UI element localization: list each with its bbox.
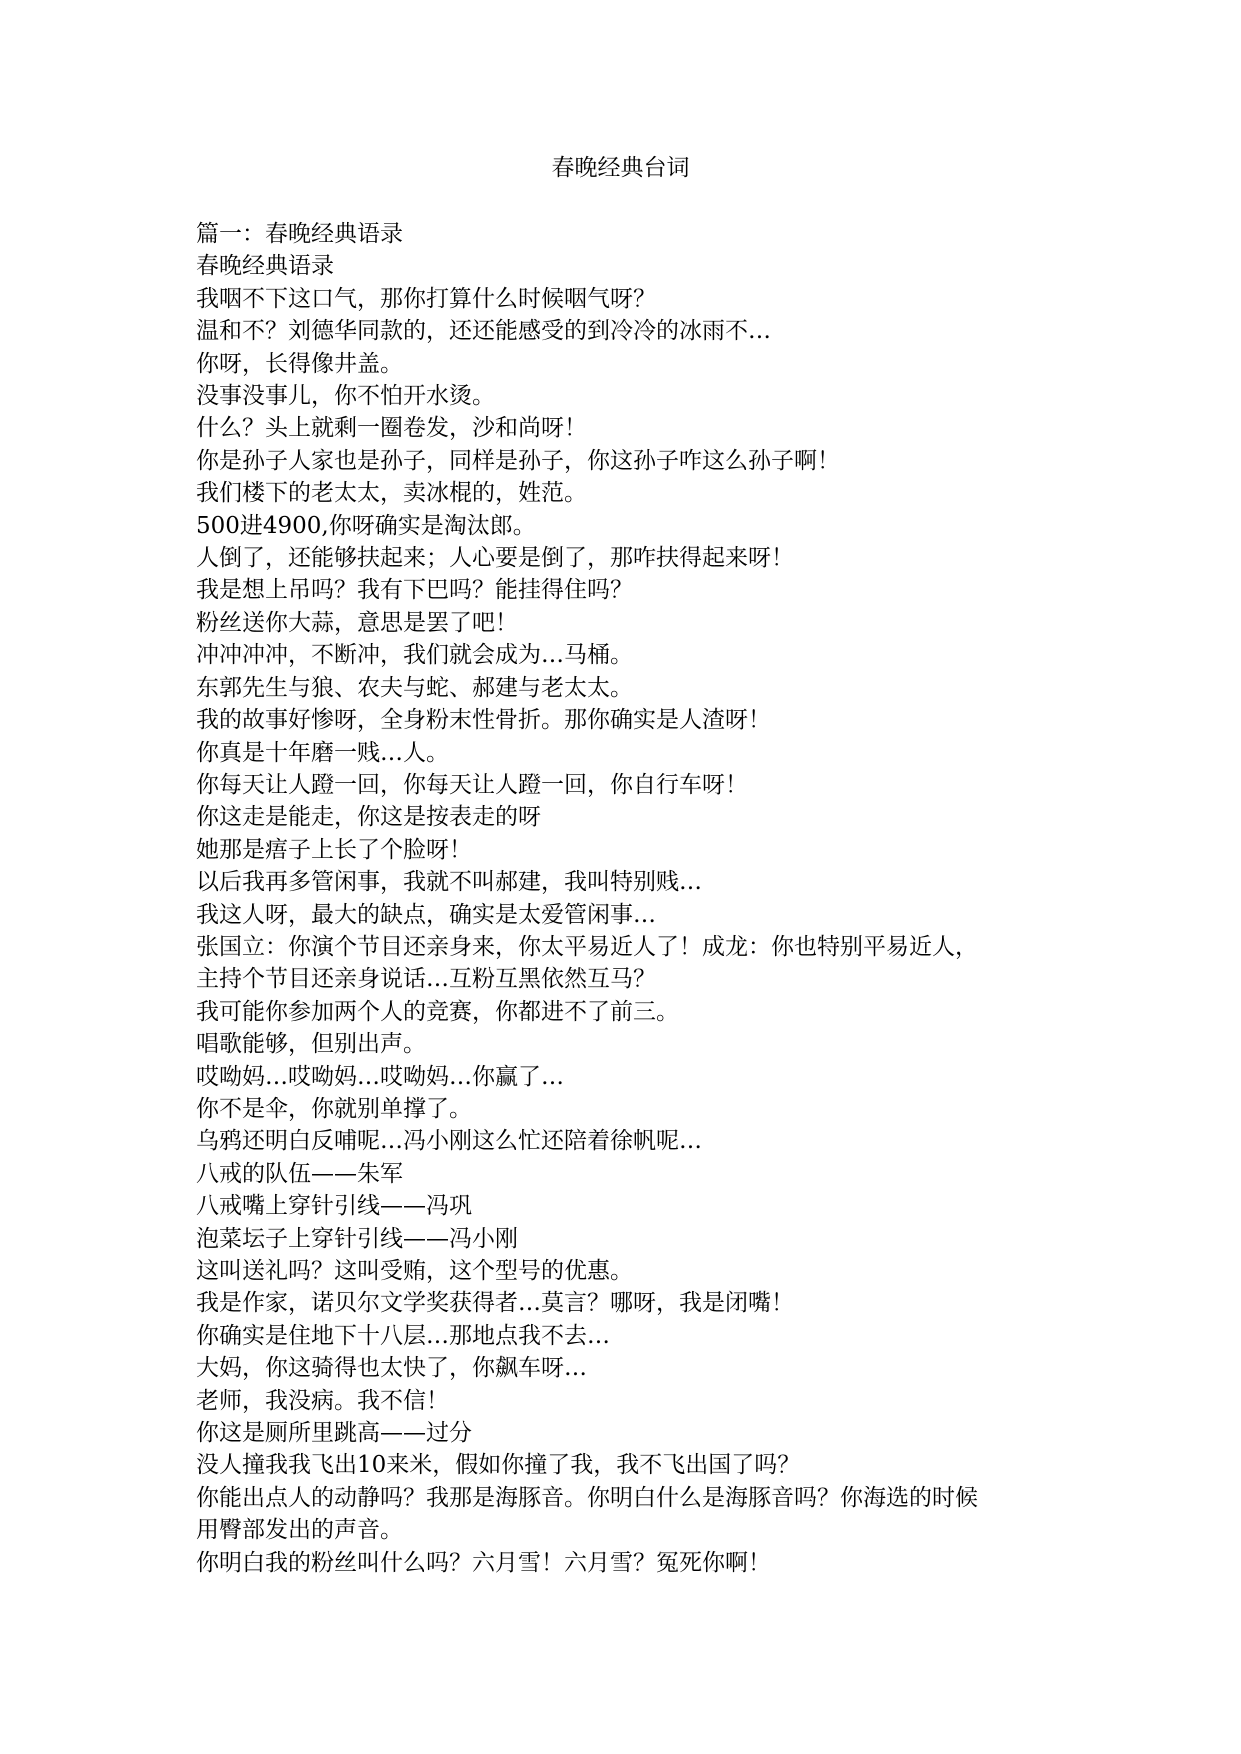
text-line: 我咽不下这口气，那你打算什么时候咽气呀？ bbox=[196, 285, 656, 312]
text-line: 你这是厕所里跳高——过分 bbox=[196, 1420, 472, 1447]
text-line: 你不是伞，你就别单撑了。 bbox=[196, 1095, 472, 1122]
text-line: 以后我再多管闲事，我就不叫郝建，我叫特别贱… bbox=[196, 869, 702, 896]
text-line: 我是作家，诺贝尔文学奖获得者…莫言？哪呀，我是闭嘴！ bbox=[196, 1290, 794, 1317]
text-line: 什么？头上就剩一圈卷发，沙和尚呀！ bbox=[196, 415, 587, 442]
text-line: 乌鸦还明白反哺呢…冯小刚这么忙还陪着徐帆呢… bbox=[196, 1128, 702, 1155]
section-subheading: 春晚经典语录 bbox=[196, 253, 334, 280]
text-line: 用臀部发出的声音。 bbox=[196, 1517, 403, 1544]
text-line: 人倒了，还能够扶起来；人心要是倒了，那咋扶得起来呀！ bbox=[196, 545, 794, 572]
text-line: 张国立：你演个节目还亲身来，你太平易近人了！成龙：你也特别平易近人， bbox=[196, 933, 978, 960]
text-line: 温和不？刘德华同款的，还还能感受的到冷冷的冰雨不… bbox=[196, 318, 771, 345]
text-line: 你能出点人的动静吗？我那是海豚音。你明白什么是海豚音吗？你海选的时候 bbox=[196, 1484, 978, 1511]
text-line: 我的故事好惨呀，全身粉末性骨折。那你确实是人渣呀！ bbox=[196, 707, 771, 734]
document-title: 春晚经典台词 bbox=[551, 155, 690, 181]
text-line: 你呀，长得像井盖。 bbox=[196, 350, 403, 377]
text-line: 你真是十年磨一贱…人。 bbox=[196, 739, 449, 766]
text-line: 没事没事儿，你不怕开水烫。 bbox=[196, 383, 495, 410]
text-line: 没人撞我我飞出10来米，假如你撞了我，我不飞出国了吗？ bbox=[196, 1452, 801, 1479]
text-line: 你每天让人蹬一回，你每天让人蹬一回，你自行车呀！ bbox=[196, 771, 748, 798]
text-line: 她那是痦子上长了个脸呀！ bbox=[196, 836, 472, 863]
document-body bbox=[196, 218, 1056, 1579]
text-line: 老师，我没病。我不信！ bbox=[196, 1387, 449, 1414]
text-line: 你这走是能走，你这是按表走的呀 bbox=[196, 804, 541, 831]
text-line: 泡菜坛子上穿针引线——冯小刚 bbox=[196, 1225, 518, 1252]
text-line: 哎呦妈…哎呦妈…哎呦妈…你赢了… bbox=[196, 1063, 564, 1090]
text-line: 冲冲冲冲，不断冲，我们就会成为…马桶。 bbox=[196, 642, 633, 669]
text-line: 东郭先生与狼、农夫与蛇、郝建与老太太。 bbox=[196, 674, 633, 701]
text-line: 500进4900,你呀确实是淘汰郎。 bbox=[196, 512, 536, 539]
text-line: 唱歌能够，但别出声。 bbox=[196, 1031, 426, 1058]
text-line: 这叫送礼吗？这叫受贿，这个型号的优惠。 bbox=[196, 1258, 633, 1284]
text-line: 你明白我的粉丝叫什么吗？六月雪！六月雪？冤死你啊！ bbox=[196, 1549, 771, 1576]
text-line: 八戒嘴上穿针引线——冯巩 bbox=[196, 1193, 472, 1220]
text-line: 你是孙子人家也是孙子，同样是孙子，你这孙子咋这么孙子啊！ bbox=[196, 447, 840, 474]
text-line: 我这人呀，最大的缺点，确实是太爱管闲事… bbox=[196, 901, 656, 928]
text-line: 你确实是住地下十八层…那地点我不去… bbox=[196, 1322, 610, 1349]
text-line: 八戒的队伍——朱军 bbox=[196, 1160, 403, 1187]
section-heading: 篇一：春晚经典语录 bbox=[196, 221, 403, 247]
text-line: 粉丝送你大蒜，意思是罢了吧！ bbox=[196, 609, 518, 636]
text-line: 主持个节目还亲身说话…互粉互黑依然互马？ bbox=[196, 966, 656, 993]
text-line: 我是想上吊吗？我有下巴吗？能挂得住吗？ bbox=[196, 577, 633, 604]
text-line: 大妈，你这骑得也太快了，你飙车呀… bbox=[196, 1355, 587, 1382]
text-line: 我可能你参加两个人的竞赛，你都进不了前三。 bbox=[196, 998, 679, 1025]
text-line: 我们楼下的老太太，卖冰棍的，姓范。 bbox=[196, 480, 587, 507]
